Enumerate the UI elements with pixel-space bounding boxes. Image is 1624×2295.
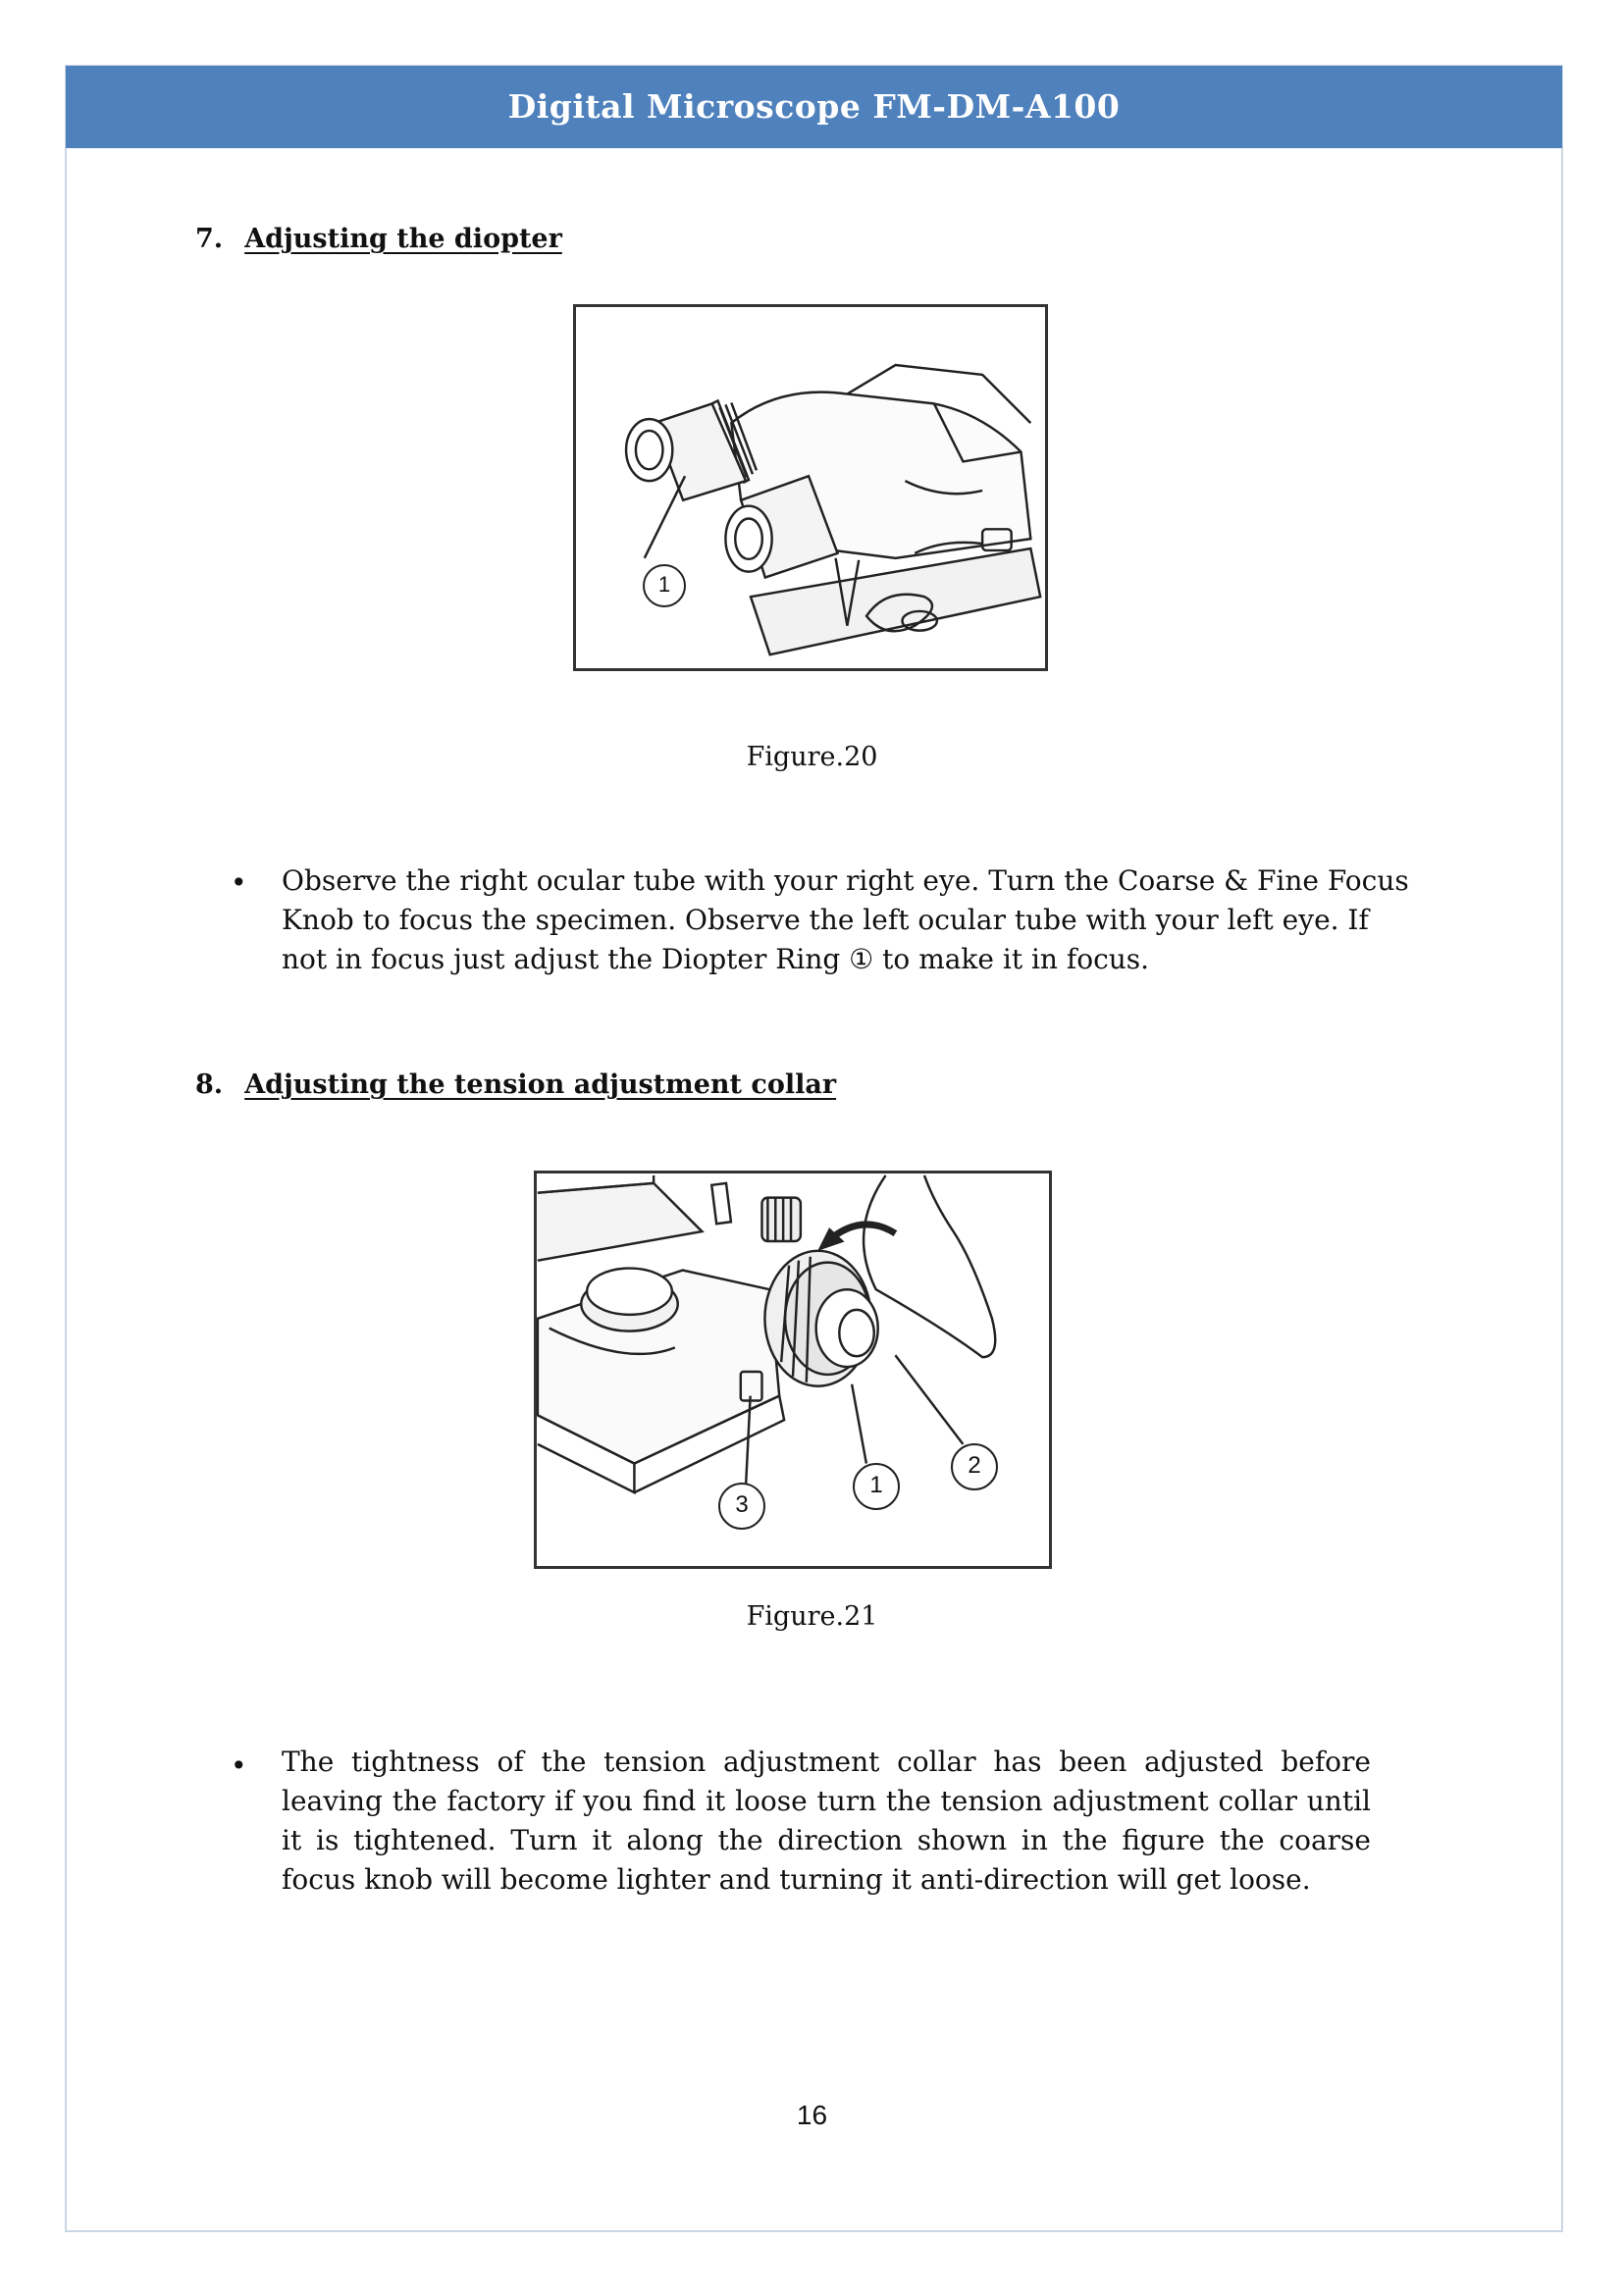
section-8-title: Adjusting the tension adjustment collar [244, 1069, 837, 1100]
section-7-heading [195, 224, 562, 254]
page-header [66, 66, 1562, 148]
section-8-paragraph: The tightness of the tension adjustment collar has been adjusted before leaving the factory if you find it loose turn the tension adjustment collar until it is tightened. Turn it along the direction shown in the figure the coarse focus knob will become lighter and turning it anti-direction will get loose. [282, 1746, 1371, 1896]
diopter-ring-ref: ① [849, 943, 874, 975]
microscope-focus-knob-drawing [537, 1174, 1049, 1566]
header-title: Digital Microscope FM-DM-A100 [507, 87, 1121, 126]
section-8-heading [195, 1069, 836, 1100]
figure-21-callout-3: 3 [718, 1483, 765, 1530]
section-7-text-part1: Observe the right ocular tube with your right eye. Turn the Coarse & Fine Focus Knob to focus the specimen. Observe the left ocular tube with your left eye. If not in focus just adjust the Diopter Ring [282, 864, 1409, 975]
section-8-number: 8. [195, 1069, 224, 1100]
figure-21-callout-1: 1 [853, 1463, 900, 1510]
section-7-title: Adjusting the diopter [244, 224, 562, 254]
figure-21-tension-collar-illustration [534, 1171, 1052, 1569]
section-7-number: 7. [195, 224, 224, 254]
section-8-bullet: • [231, 1749, 247, 1782]
figure-21-callout-2: 2 [951, 1443, 998, 1490]
section-7-paragraph [282, 861, 1420, 979]
figure-20-callout-1: 1 [643, 564, 686, 607]
figure-21-caption: Figure.21 [746, 1601, 878, 1632]
page-number: 16 [796, 2100, 828, 2130]
section-7-bullet: • [231, 866, 247, 899]
microscope-eyepieces-drawing [576, 307, 1045, 668]
figure-20-caption: Figure.20 [746, 742, 878, 772]
section-7-text-part2: to make it in focus. [873, 943, 1150, 975]
figure-20-diopter-illustration [573, 304, 1048, 671]
